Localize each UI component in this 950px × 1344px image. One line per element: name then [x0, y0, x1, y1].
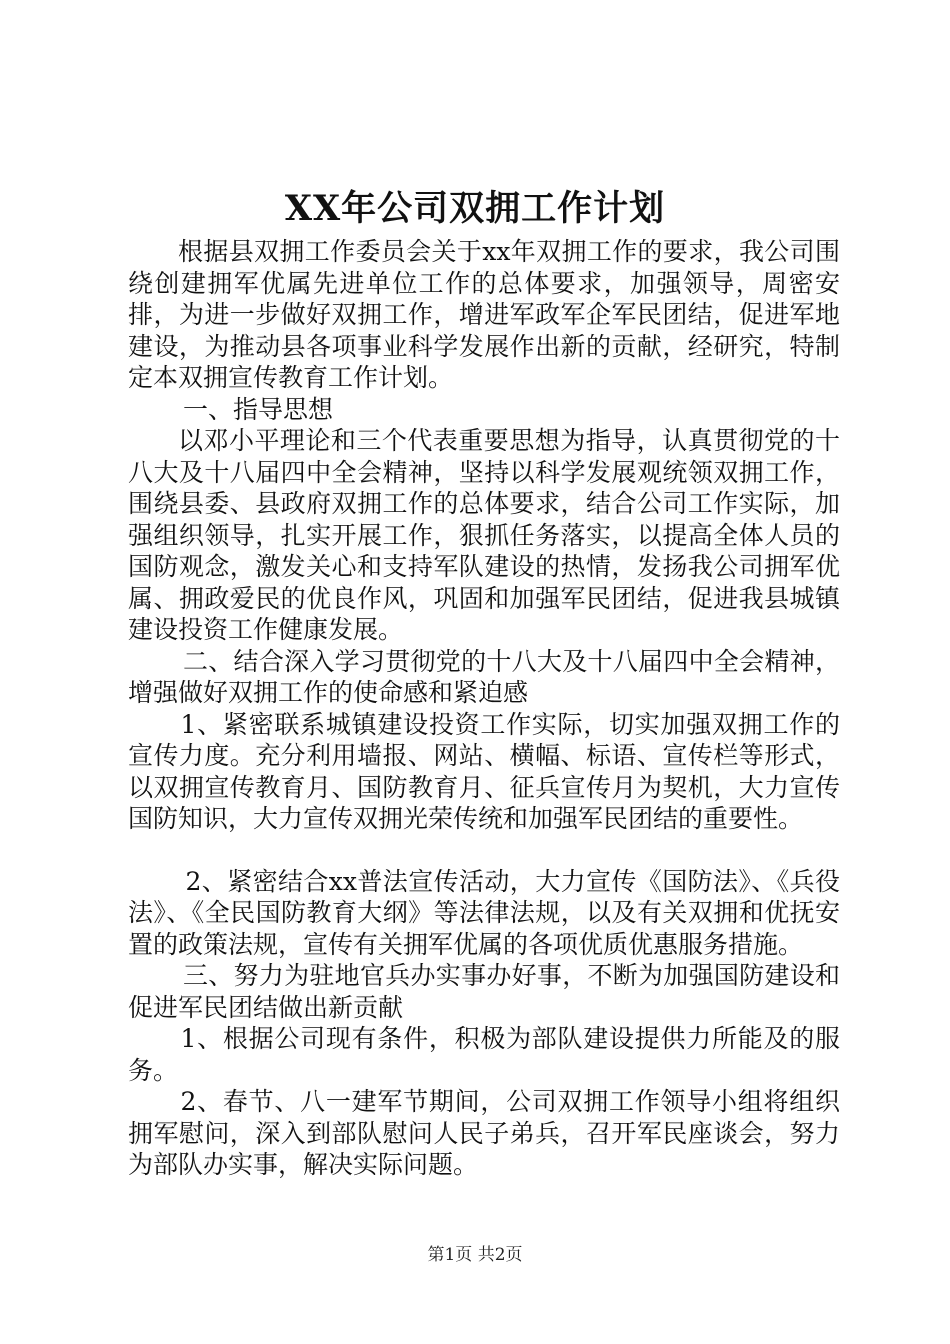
section-2-item-2: 2、紧密结合xx普法宣传活动，大力宣传《国防法》、《兵役法》、《全民国防教育大纲》等法律法规，以及有关双拥和优抚安置的政策法规，宣传有关拥军优属的各项优质优惠服务措施。 — [128, 866, 840, 959]
section-heading-3: 三、努力为驻地官兵办实事办好事，不断为加强国防建设和促进军民团结做出新贡献 — [128, 961, 840, 1022]
paragraph-gap — [128, 835, 840, 866]
section-3-item-1: 1、根据公司现有条件，积极为部队建设提供力所能及的服务。 — [128, 1024, 840, 1085]
section-heading-2: 二、结合深入学习贯彻党的十八大及十八届四中全会精神，增强做好双拥工作的使命感和紧迫感 — [128, 646, 840, 707]
section-2-item-1: 1、紧密联系城镇建设投资工作实际，切实加强双拥工作的宣传力度。充分利用墙报、网站、横幅、标语、宣传栏等形式，以双拥宣传教育月、国防教育月、征兵宣传月为契机，大力宣传国防知识，大力宣传双拥光荣传统和加强军民团结的重要性。 — [128, 709, 840, 833]
section-1-paragraph: 以邓小平理论和三个代表重要思想为指导，认真贯彻党的十八大及十八届四中全会精神，坚持以科学发展观统领双拥工作，围绕县委、县政府双拥工作的总体要求，结合公司工作实际，加强组织领导，扎实开展工作，狠抓任务落实，以提高全体人员的国防观念，激发关心和支持军队建设的热情，发扬我公司拥军优属、拥政爱民的优良作风，巩固和加强军民团结，促进我县城镇建设投资工作健康发展。 — [128, 426, 840, 644]
document-body — [128, 236, 840, 1181]
intro-paragraph: 根据县双拥工作委员会关于xx年双拥工作的要求，我公司围绕创建拥军优属先进单位工作的总体要求，加强领导，周密安排，为进一步做好双拥工作，增进军政军企军民团结，促进军地建设，为推动县各项事业科学发展作出新的贡献，经研究，特制定本双拥宣传教育工作计划。 — [128, 237, 840, 392]
page-footer: 第1页 共2页 — [427, 1245, 523, 1265]
section-3-item-2: 2、春节、八一建军节期间，公司双拥工作领导小组将组织拥军慰问，深入到部队慰问人民子弟兵，召开军民座谈会，努力为部队办实事，解决实际问题。 — [128, 1087, 840, 1179]
document-title: XX年公司双拥工作计划 — [284, 188, 666, 229]
section-heading-1: 一、指导思想 — [183, 394, 334, 424]
